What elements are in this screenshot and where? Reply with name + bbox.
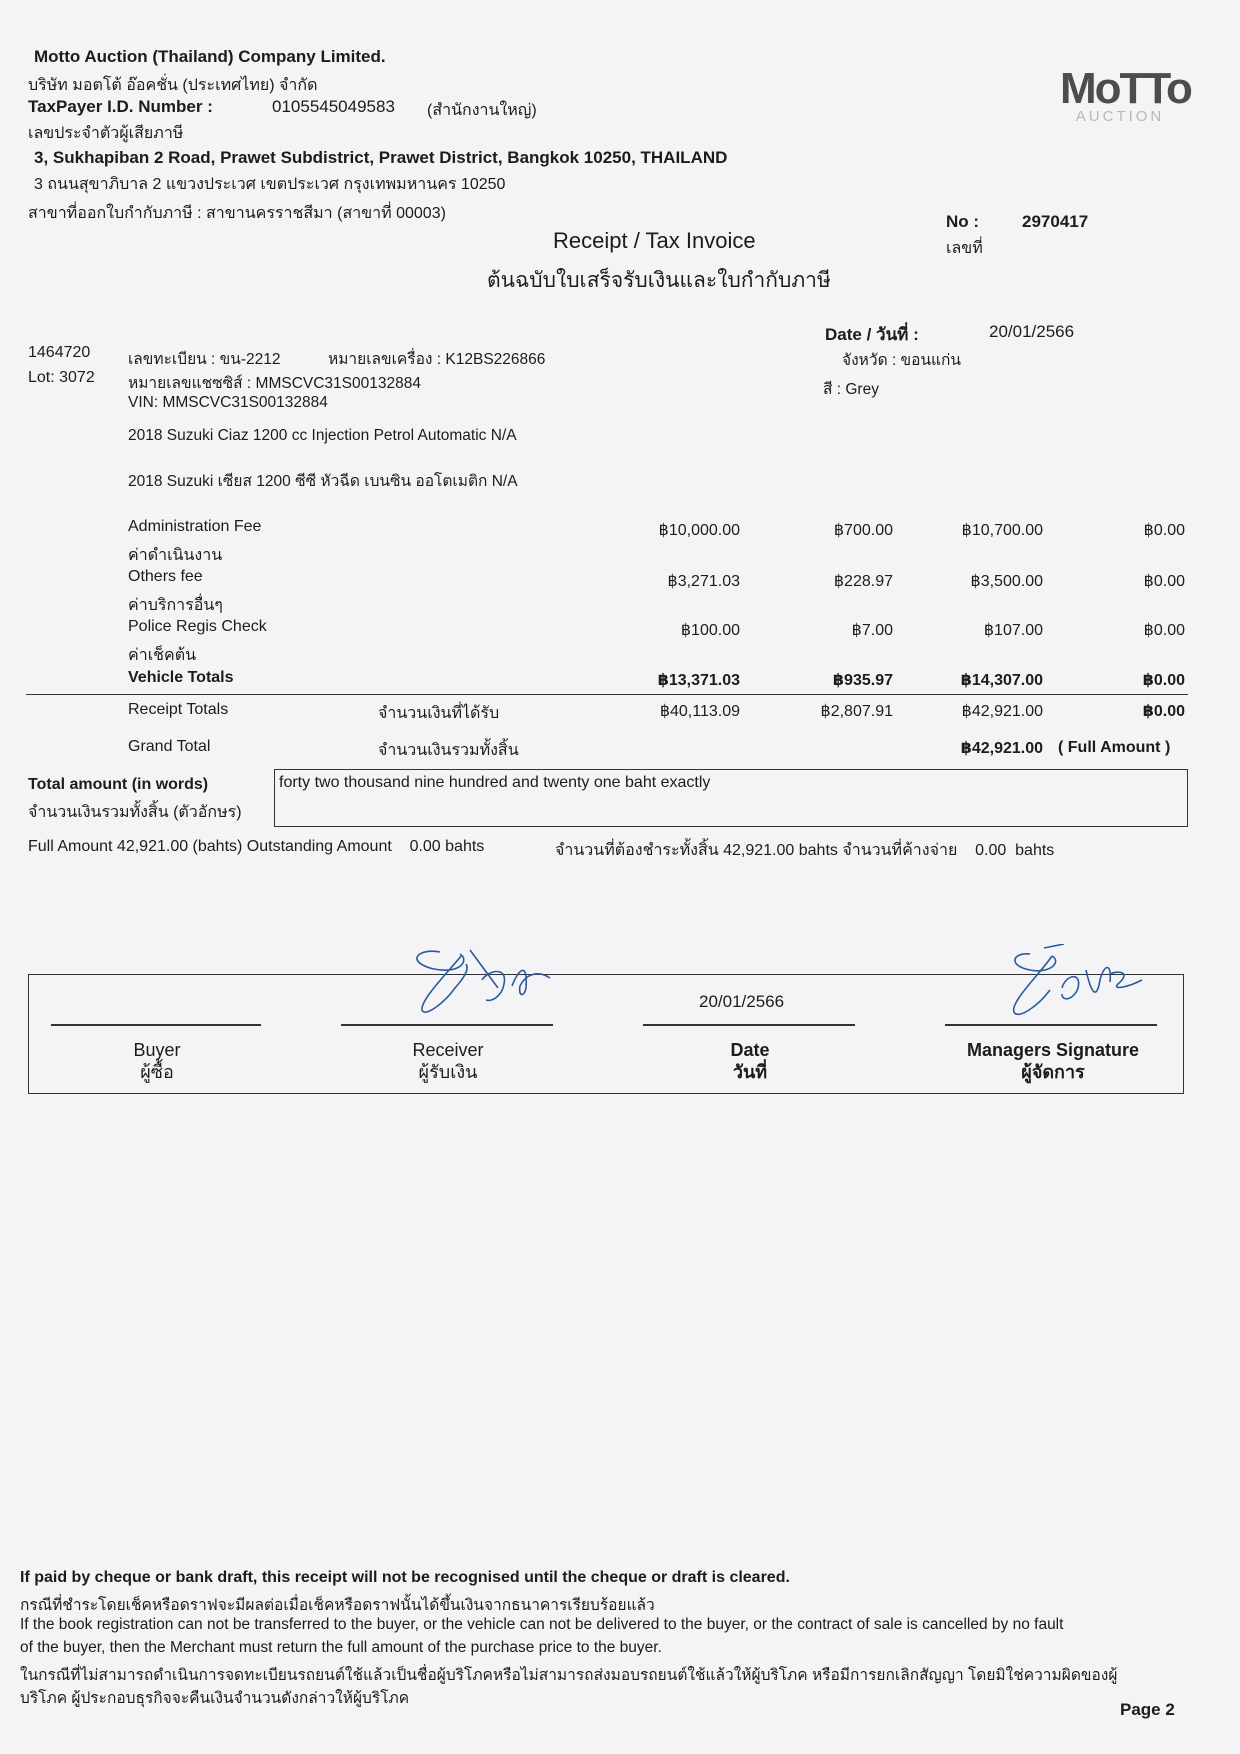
fee-outstanding: ฿0.00 [1143,522,1185,539]
fee-vat: ฿228.97 [833,573,893,590]
totals-divider [26,694,1188,695]
fee-name: Administration Fee [128,518,262,535]
chassis-no: หมายเลขแชซซิส์ : MMSCVC31S00132884 [128,375,421,392]
date-sign-line [643,1024,855,1026]
buyer-label-en: Buyer [133,1040,181,1060]
receiver-label-th: ผู้รับเงิน [418,1062,478,1082]
fee-total: ฿3,500.00 [970,573,1043,590]
grand-total-label: Grand Total [128,738,211,755]
words-label: Total amount (in words) [28,776,209,793]
vehicle-totals-vat: ฿935.97 [832,672,893,689]
manager-label [933,1039,1173,1083]
manager-sign-line [945,1024,1157,1026]
date-label: Date / วันที่ : [825,325,919,344]
fee-vat: ฿700.00 [833,522,893,539]
grand-total-label-th: จำนวนเงินรวมทั้งสิ้น [378,742,519,759]
receipt-totals-label-th: จำนวนเงินที่ได้รับ [378,705,500,722]
amount-in-words-box [274,769,1188,827]
fee-name-th: ค่าเช็คต้น [128,647,197,664]
amount-in-words: forty two thousand nine hundred and twenty one baht exactly [279,774,711,791]
fee-total: ฿10,700.00 [961,522,1043,539]
vehicle-desc-th: 2018 Suzuki เซียส 1200 ซีซี หัวฉีด เบนซิน ออโตเมติก N/A [128,473,518,490]
vehicle-totals-amount: ฿13,371.03 [657,672,740,689]
fee-outstanding: ฿0.00 [1143,573,1185,590]
fee-amount: ฿100.00 [680,622,740,639]
engine-no: หมายเลขเครื่อง : K12BS226866 [328,351,546,368]
fee-name: Others fee [128,568,203,585]
vehicle-totals-label: Vehicle Totals [128,669,234,686]
summary-th: จำนวนที่ต้องชำระทั้งสิ้น 42,921.00 bahts จำนวนที่ค้างจ่าย 0.00 bahts [555,842,1055,859]
province: จังหวัด : ขอนแก่น [842,352,962,369]
refund-notice-en-2: of the buyer, then the Merchant must return the full amount of the purchase price to the buyer. [20,1639,662,1656]
cheque-notice-th: กรณีที่ชำระโดยเช็คหรือดราฟจะมีผลต่อเมื่อเช็คหรือดราฟนั้นได้ขึ้นเงินจากธนาคารเรียบร้อยแล้ว [20,1597,655,1614]
page-number: Page 2 [1120,1700,1175,1719]
receiver-label-en: Receiver [412,1040,484,1060]
company-address-en: 3, Sukhapiban 2 Road, Prawet Subdistrict, Prawet District, Bangkok 10250, THAILAND [34,148,728,167]
fee-outstanding: ฿0.00 [1143,622,1185,639]
fee-amount: ฿10,000.00 [658,522,740,539]
logo-wordmark: MoTTo [1060,64,1191,113]
cheque-notice-en: If paid by cheque or bank draft, this receipt will not be recognised until the cheque or draft is cleared. [20,1569,790,1586]
fee-name: Police Regis Check [128,618,267,635]
lot-number: Lot: 3072 [28,369,95,386]
fee-amount: ฿3,271.03 [667,573,740,590]
grand-total-value: ฿42,921.00 [960,740,1043,757]
taxpayer-id: 0105545049583 [272,97,395,116]
company-address-th: 3 ถนนสุขาภิบาล 2 แขวงประเวศ เขตประเวศ กรุงเทพมหานคร 10250 [34,176,506,193]
invoice-no: 2970417 [1022,212,1089,231]
fee-name-th: ค่าดำเนินงาน [128,547,223,564]
receipt-totals-amount: ฿40,113.09 [659,703,740,720]
vehicle-desc-en: 2018 Suzuki Ciaz 1200 cc Injection Petrol Automatic N/A [128,427,517,444]
branch-info: สาขาที่ออกใบกำกับภาษี : สาขานครราชสีมา (สาขาที่ 00003) [28,205,446,222]
fee-vat: ฿7.00 [851,622,893,639]
grand-total-note: ( Full Amount ) [1058,739,1171,756]
document-title-en: Receipt / Tax Invoice [553,228,756,253]
receipt-totals-total: ฿42,921.00 [961,703,1043,720]
vehicle-ref: 1464720 [28,344,91,361]
words-label-th: จำนวนเงินรวมทั้งสิ้น (ตัวอักษร) [28,804,242,821]
vehicle-totals-outstanding: ฿0.00 [1142,672,1185,689]
vehicle-totals-total: ฿14,307.00 [960,672,1043,689]
company-name-th: บริษัท มอตโต้ อ๊อคชั่น (ประเทศไทย) จำกัด [28,77,318,94]
date-label-th: วันที่ [732,1062,768,1082]
receiver-signature [400,940,570,1020]
vin: VIN: MMSCVC31S00132884 [128,394,328,411]
manager-label-en: Managers Signature [966,1040,1140,1060]
fee-name-th: ค่าบริการอื่นๆ [128,597,223,614]
buyer-label-th: ผู้ซื้อ [140,1062,174,1082]
date-label-en: Date [730,1040,770,1060]
document-title-th: ต้นฉบับใบเสร็จรับเงินและใบกำกับภาษี [487,269,831,292]
receiver-sign-line [341,1024,553,1026]
manager-signature [1000,944,1150,1024]
receipt-totals-outstanding: ฿0.00 [1142,703,1185,720]
company-name-en: Motto Auction (Thailand) Company Limited. [34,47,386,66]
refund-notice-th-1: ในกรณีที่ไม่สามารถดำเนินการจดทะเบียนรถยนต์ใช้แล้วเป็นชื่อผู้บริโภคหรือไม่สามารถส่งมอบรถยนต์ใช้แล้วให้ผู้บริโภค หรือมีการยกเลิกสัญญา โดยมิใช่ความผิดของผู้ [20,1667,1118,1684]
registration-no: เลขทะเบียน : ขน-2212 [128,351,281,368]
summary-en: Full Amount 42,921.00 (bahts) Outstanding Amount 0.00 bahts [28,838,485,855]
manager-label-th: ผู้จัดการ [1021,1062,1085,1082]
taxpayer-label: TaxPayer I.D. Number : [28,97,213,116]
date-value: 20/01/2566 [989,322,1075,341]
vehicle-color: สี : Grey [823,381,879,398]
fee-total: ฿107.00 [983,622,1043,639]
buyer-label [37,1039,277,1083]
taxpayer-label-th: เลขประจำตัวผู้เสียภาษี [28,125,184,142]
receipt-totals-vat: ฿2,807.91 [820,703,893,720]
receipt-totals-label: Receipt Totals [128,701,229,718]
invoice-no-label: No : [946,212,980,231]
logo-subtitle: AUCTION [1075,108,1165,125]
buyer-sign-line [51,1024,261,1026]
refund-notice-th-2: บริโภค ผู้ประกอบธุรกิจจะคืนเงินจำนวนดังกล่าวให้ผู้บริโภค [20,1690,410,1707]
date-label-sig [630,1039,870,1083]
refund-notice-en-1: If the book registration can not be transferred to the buyer, or the vehicle can not be delivered to the buyer, or the contract of sale is cancelled by no fault [20,1616,1064,1633]
taxpayer-note: (สำนักงานใหญ่) [427,102,537,119]
invoice-no-label-th: เลขที่ [946,240,983,257]
signature-date: 20/01/2566 [699,992,785,1011]
receiver-label [328,1039,568,1083]
company-logo [1060,64,1191,125]
